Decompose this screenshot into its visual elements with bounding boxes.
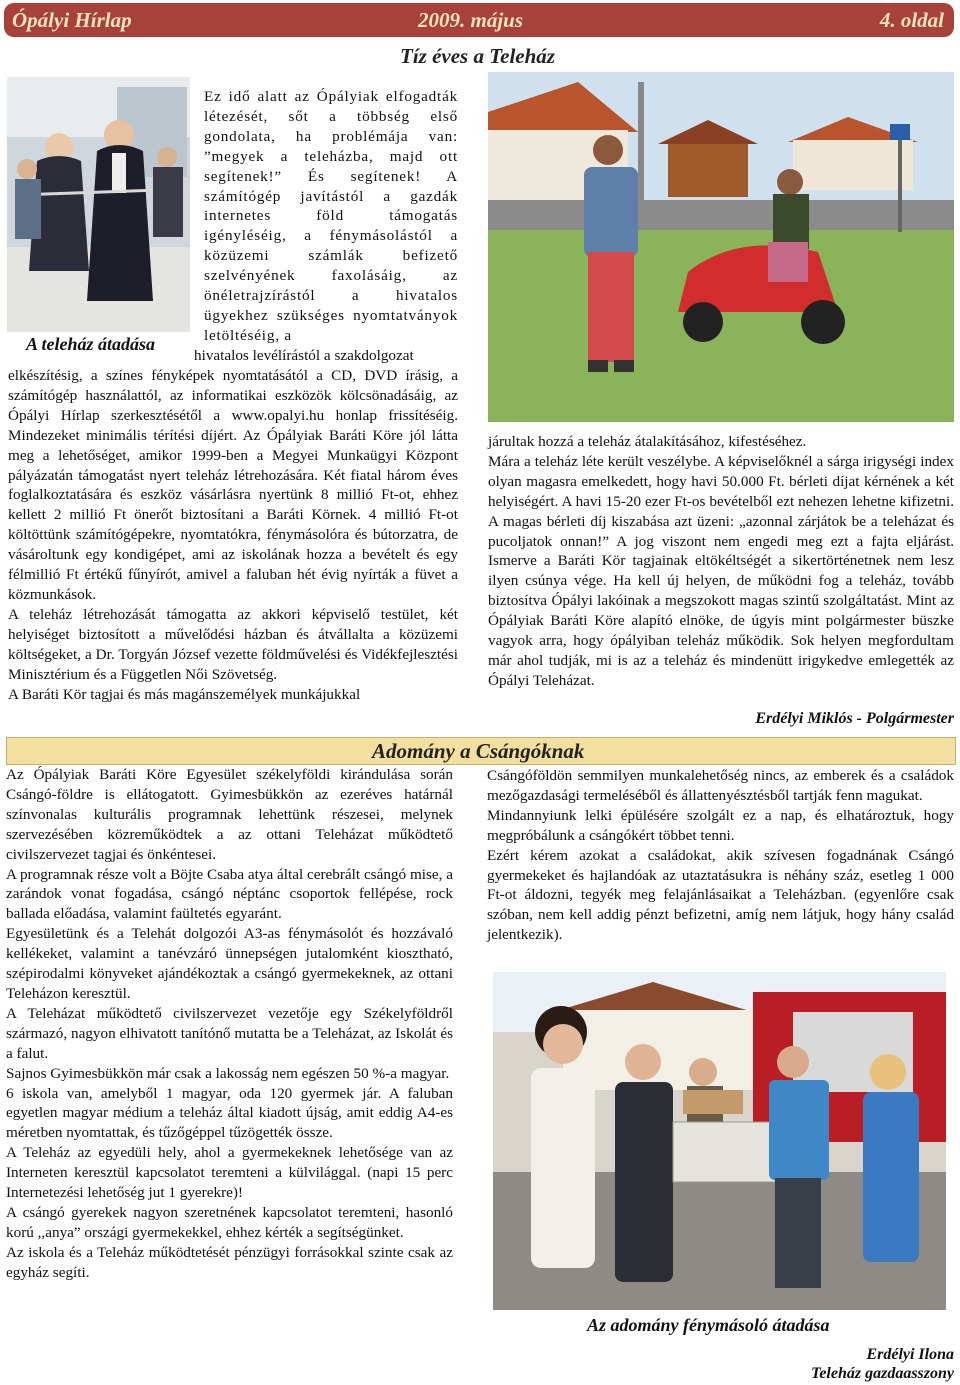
- opening-ceremony-photo: [7, 77, 190, 332]
- paragraph: Egyesületünk és a Telehát dolgozói A3-as fénymásolót és hozzávaló kellékeket, valamint a tanévzáró ünnepségen jutalomként kiosztható, szépirodalmi könyveket ajándékoztak a csángó gyermekeknek, az ottani Teleházon keresztül.: [6, 925, 453, 1002]
- article-left-column: [8, 366, 458, 704]
- article-intro-text: Ez idő alatt az Ópályiak elfogadták létezését, sőt a többség első gondolata, ha problémája van: ”megyek a teleházba, majd ott segítenek!” És segítenek! A számítógép javítástól a gazdák internetes föld támogatás igényléséig, a fénymásolástól a közüzemi számlák befizető szelvényének faxolásáig, az önéletrajzírástól a hivatalos ügyekhez szükséges nyomtatványok letöltéséig, a: [204, 88, 458, 344]
- article-title-donation: Adomány a Csángóknak: [372, 739, 585, 763]
- paragraph: A teleház létrehozását támogatta az akkori képviselő testület, két helyiséget biztosított a művelődési házban és átvállalta a közüzemi költségeket, a Dr. Torgyán József vezette földművelési és Vidékfejlesztési Minisztérium és a Független Női Szövetség.: [8, 605, 458, 683]
- paragraph: Az iskola és a Teleház működtetését pénzügyi forrásokkal szinte csak az egyház segíti.: [6, 1243, 453, 1281]
- paragraph: A Teleház az egyedüli hely, ahol a gyermekeknek lehetősége van az Interneten keresztül kapcsolatot teremteni a külvilággal. (napi 15 perc Internetezési lehetőség jut 1 gyerekre)!: [6, 1144, 453, 1202]
- paragraph: Mindannyiunk lelki épülésére szolgált ez a nap, és elhatároztuk, hogy megpróbálunk a csángókért többet tenni.: [487, 806, 954, 844]
- paragraph: Az Ópályiak Baráti Köre Egyesület székelyföldi kirándulása során Csángó-földre is ellátogatott. Gyimesbükkön az ezeréves határnál színvonalas kulturális programnak lehettünk részesei, melynek szervezésében közreműködtek a az ottani Teleházat működtető civilszervezet tagjai és önkéntesei.: [6, 766, 453, 863]
- donation-photo: [493, 972, 946, 1310]
- photo-caption: A teleház átadása: [26, 334, 156, 354]
- issue-date: 2009. május: [418, 8, 524, 32]
- donation-photo-caption: Az adomány fénymásoló átadása: [587, 1315, 830, 1335]
- mowing-photo: [488, 72, 954, 422]
- signature-mayor: Erdélyi Miklós - Polgármester: [755, 710, 954, 727]
- donation-left-column: [6, 765, 453, 1283]
- paragraph: Sajnos Gyimesbükkön már csak a lakosság nem egészen 50 %-a magyar.: [6, 1064, 450, 1082]
- paragraph: elkészítésig, a színes fényképek nyomtatásától a CD, DVD írásig, a számítógép használattól, az informatikai eszközök kölcsönadásáig, az Ópályi Hírlap szerkesztésétől a www.opalyi.hu honlap frissítéséig. Mindezeket minimális térítési díjért. Az Ópályiak Baráti Köre jól látta meg a lehetőséget, amikor 1999-ben a Megyei Munkaügyi Központ pályázatán támogatást nyert teleház létrehozására. Két fiatal három éves foglalkoztatására és eszköz vásárlásra nyertünk 8 millió Ft-ot, ehhez kellett 2 millió Ft önerőt biztosítani a Baráti Körnek. 4 millió Ft-ot költöttünk számítógépekre, nyomtatókra, fénymásolóra és bútorzatra, de vásároltunk egy kondigépet, ami az iskolának hozza a bevételt és egy félmillió Ft értékű fűnyírót, amivel a faluban hét évig nyírták a füvet a közmunkások.: [8, 367, 458, 603]
- article-title: Tíz éves a Teleház: [400, 44, 555, 68]
- paper-name: Ópályi Hírlap: [12, 8, 132, 32]
- paragraph: Mára a teleház léte került veszélybe. A képviselőknél a sárga irigységi index olyan magasra emelkedett, hogy havi 50.000 Ft. bérleti díjat kérnének a két helyiségért. A havi 15-20 ezer Ft-os bevételből ezt nehezen lehetne kifizetni. A magas bérleti díj kiszabása azt üzeni: „azonnal zárjátok be a teleházat és pucoljatok onnan!” A jog viszont nem engedi meg ezt a fajta eljárást. Ismerve a Baráti Kör tagjainak eltökéltségét a sikertörténetnek nem lesz ilyen csúnya vége. Ha kell új helyen, de működni fog a teleház, tovább biztosítva Ópályi lakóinak a megszokott magas szintű szolgáltatást. Mint az Ópályiak Baráti Köre alapító elnöke, de úgyis mint polgármester büszke vagyok arra, hogy ópályiban teleház működik. Sok helyen megfordultam már ahol tudják, mi is az a teleház és mindenütt irigykedve emlegették az Ópályi Teleházat.: [488, 452, 954, 689]
- paragraph: 6 iskola van, amelyből 1 magyar, oda 120 gyermek jár. A faluban egyetlen magyar médium a teleház által kiadott újság, amit eddig A4-es méretben nyomtattak, és tűzőgéppel tűzögették össze.: [6, 1084, 453, 1142]
- article-intro-text-end: hivatalos levélírástól a szakdolgozat: [194, 347, 414, 364]
- paragraph: Csángóföldön semmilyen munkalehetőség nincs, az emberek és a családok mezőgazdasági termeléséből és állattenyésztésből tartják fenn magukat.: [487, 767, 954, 804]
- paragraph: A csángó gyerekek nagyon szeretnének kapcsolatot teremteni, hasonló korú ,,anya” országi gyermekekkel, ehhez kérték a segítségünket.: [6, 1203, 453, 1241]
- page-number: 4. oldal: [879, 8, 944, 32]
- donation-right-column: [487, 766, 954, 945]
- paragraph: A Teleházat működtető civilszervezet vezetője egy Székelyföldről származó, nagyon elhivatott tanítónő mutatta be a Teleházat, az Iskolát és a falut.: [6, 1004, 453, 1062]
- page-header: [4, 3, 954, 37]
- article-right-column: [488, 432, 954, 691]
- paragraph: Ezért kérem azokat a családokat, akik szívesen fogadnának Csángó gyermekeket és hajlandóak az utaztatásukra is néhány száz, esetleg 1 000 Ft-ot áldozni, tegyék meg felajánlásaikat a Teleházban. (egyenlőre csak szóban, nem kell addig pénzt befizetni, amíg nem látjuk, hogy hány család jelentkezik).: [487, 846, 954, 944]
- signature-role: Teleház gazdaasszony: [811, 1365, 954, 1382]
- paragraph: járultak hozzá a teleház átalakításához, kifestéséhez.: [488, 433, 807, 450]
- signature-name: Erdélyi Ilona: [866, 1346, 954, 1363]
- paragraph: A Baráti Kör tagjai és más magánszemélyek munkájukkal: [8, 685, 361, 703]
- paragraph: A programnak része volt a Böjte Csaba atya által cerebrált csángó mise, a zarándok vonat fogadása, csángó néptánc csoportok fellépése, rock ballada előadása, valamint faültetés egyaránt.: [6, 865, 453, 923]
